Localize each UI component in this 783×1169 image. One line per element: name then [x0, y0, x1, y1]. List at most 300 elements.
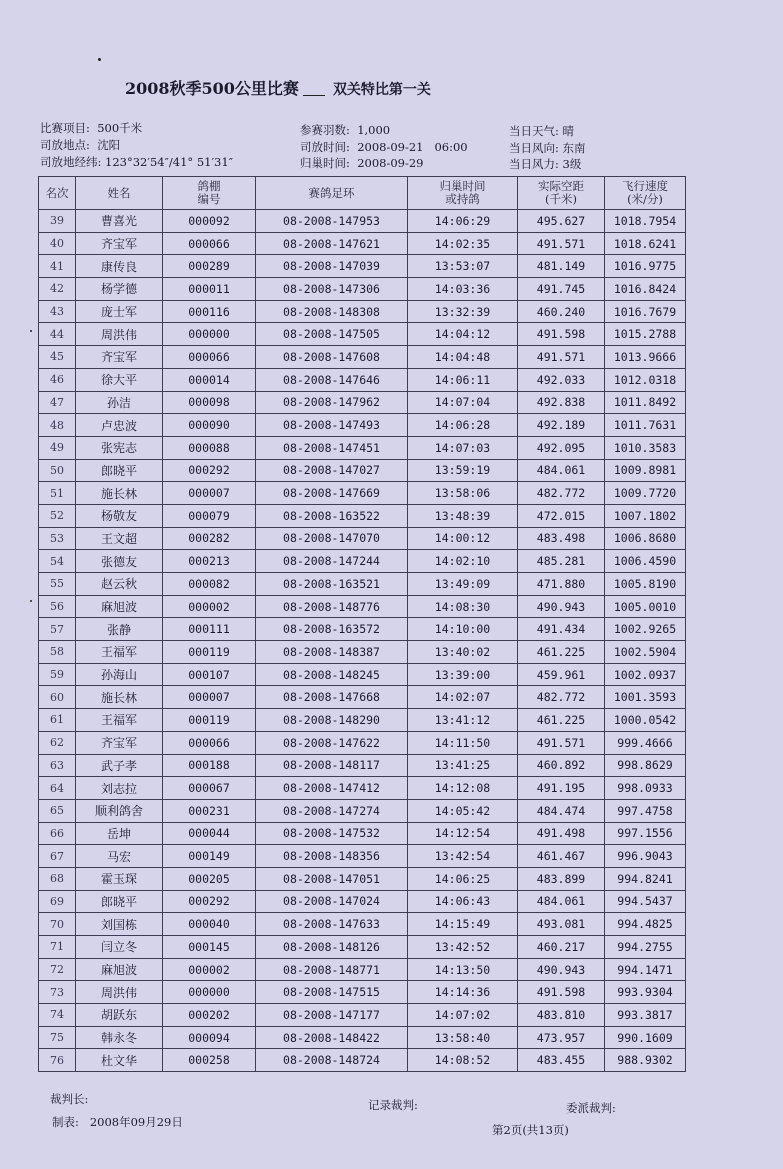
cell-ring: 08-2008-147668	[256, 686, 408, 709]
cell-ring: 08-2008-148356	[256, 845, 408, 868]
cell-arrival: 14:05:42	[408, 799, 518, 822]
cell-ring: 08-2008-147306	[256, 278, 408, 301]
cell-name: 王文超	[76, 527, 163, 550]
table-row	[39, 527, 686, 550]
cell-distance: 492.095	[518, 436, 605, 459]
cell-rank: 63	[39, 754, 76, 777]
title-sub: 双关特比第一关	[332, 82, 431, 98]
cell-rank: 44	[39, 323, 76, 346]
scan-speck	[98, 58, 101, 61]
cell-ring: 08-2008-148771	[256, 958, 408, 981]
cell-loft-id: 000002	[163, 595, 256, 618]
cell-name: 周洪伟	[76, 981, 163, 1004]
table-row	[39, 618, 686, 641]
cell-ring: 08-2008-148776	[256, 595, 408, 618]
cell-rank: 61	[39, 709, 76, 732]
header-arrival: 归巢时间 或持鸽	[408, 177, 518, 210]
cell-loft-id: 000289	[163, 255, 256, 278]
cell-arrival: 13:42:54	[408, 845, 518, 868]
info-wind-force	[509, 156, 581, 172]
cell-loft-id: 000011	[163, 278, 256, 301]
cell-speed: 1011.8492	[605, 391, 686, 414]
cell-rank: 74	[39, 1004, 76, 1027]
cell-ring: 08-2008-147532	[256, 822, 408, 845]
table-row	[39, 255, 686, 278]
table-row	[39, 550, 686, 573]
cell-name: 卢忠波	[76, 414, 163, 437]
cell-ring: 08-2008-147244	[256, 550, 408, 573]
info-coord	[40, 154, 233, 170]
coord-value: 123°32′54″/41° 51′31″	[105, 155, 233, 169]
cell-loft-id: 000202	[163, 1004, 256, 1027]
title-main: 2008秋季500公里比赛	[125, 79, 299, 98]
cell-name: 王福军	[76, 641, 163, 664]
cell-arrival: 13:49:09	[408, 573, 518, 596]
cell-speed: 1009.8981	[605, 459, 686, 482]
cell-speed: 993.9304	[605, 981, 686, 1004]
cell-name: 胡跃东	[76, 1004, 163, 1027]
results-table	[38, 176, 686, 1072]
cell-rank: 43	[39, 300, 76, 323]
table-row	[39, 1049, 686, 1072]
cell-speed: 1005.0010	[605, 595, 686, 618]
cell-distance: 471.880	[518, 573, 605, 596]
cell-loft-id: 000116	[163, 300, 256, 323]
cell-speed: 1010.3583	[605, 436, 686, 459]
cell-speed: 1016.7679	[605, 300, 686, 323]
cell-arrival: 14:07:04	[408, 391, 518, 414]
cell-name: 孙海山	[76, 663, 163, 686]
cell-rank: 60	[39, 686, 76, 709]
chief-judge: 裁判长:	[50, 1092, 89, 1106]
cell-rank: 58	[39, 641, 76, 664]
return-value: 2008-09-29	[357, 156, 424, 170]
table-row	[39, 459, 686, 482]
cell-arrival: 14:08:52	[408, 1049, 518, 1072]
page-title	[125, 76, 431, 99]
place-value: 沈阳	[97, 138, 121, 152]
cell-ring: 08-2008-147515	[256, 981, 408, 1004]
header-name: 姓名	[76, 177, 163, 210]
table-row	[39, 936, 686, 959]
cell-loft-id: 000000	[163, 981, 256, 1004]
cell-ring: 08-2008-147493	[256, 414, 408, 437]
cell-loft-id: 000082	[163, 573, 256, 596]
release-value: 2008-09-21 06:00	[357, 140, 468, 154]
cell-rank: 69	[39, 890, 76, 913]
cell-loft-id: 000066	[163, 346, 256, 369]
cell-rank: 41	[39, 255, 76, 278]
cell-distance: 460.892	[518, 754, 605, 777]
cell-distance: 484.061	[518, 459, 605, 482]
cell-rank: 54	[39, 550, 76, 573]
info-release	[300, 139, 468, 155]
cell-arrival: 14:04:12	[408, 323, 518, 346]
cell-loft-id: 000149	[163, 845, 256, 868]
table-row	[39, 504, 686, 527]
cell-distance: 473.957	[518, 1026, 605, 1049]
cell-distance: 495.627	[518, 210, 605, 233]
cell-speed: 1002.0937	[605, 663, 686, 686]
cell-name: 齐宝军	[76, 731, 163, 754]
cell-ring: 08-2008-147024	[256, 890, 408, 913]
cell-ring: 08-2008-147622	[256, 731, 408, 754]
count-value: 1,000	[357, 123, 391, 137]
cell-speed: 994.4825	[605, 913, 686, 936]
cell-speed: 994.8241	[605, 867, 686, 890]
header-loft-id: 鸽棚 编号	[163, 177, 256, 210]
info-wind-dir	[509, 140, 586, 156]
info-place	[40, 137, 120, 153]
cell-loft-id: 000111	[163, 618, 256, 641]
cell-rank: 67	[39, 845, 76, 868]
cell-speed: 1001.3593	[605, 686, 686, 709]
cell-speed: 1018.7954	[605, 210, 686, 233]
cell-name: 施长林	[76, 686, 163, 709]
cell-arrival: 13:48:39	[408, 504, 518, 527]
cell-ring: 08-2008-147505	[256, 323, 408, 346]
cell-rank: 62	[39, 731, 76, 754]
cell-loft-id: 000188	[163, 754, 256, 777]
info-return	[300, 155, 424, 171]
table-row	[39, 867, 686, 890]
cell-loft-id: 000007	[163, 482, 256, 505]
cell-loft-id: 000014	[163, 368, 256, 391]
cell-arrival: 14:00:12	[408, 527, 518, 550]
cell-rank: 75	[39, 1026, 76, 1049]
table-row	[39, 1004, 686, 1027]
cell-arrival: 14:02:10	[408, 550, 518, 573]
wind-force-label: 当日风力:	[509, 157, 559, 171]
scan-speck	[30, 600, 32, 602]
results-body	[39, 210, 686, 1072]
cell-name: 孙洁	[76, 391, 163, 414]
cell-rank: 66	[39, 822, 76, 845]
table-row	[39, 1026, 686, 1049]
cell-distance: 482.772	[518, 482, 605, 505]
cell-arrival: 14:14:36	[408, 981, 518, 1004]
cell-rank: 65	[39, 799, 76, 822]
cell-ring: 08-2008-163572	[256, 618, 408, 641]
cell-name: 齐宝军	[76, 232, 163, 255]
cell-ring: 08-2008-148290	[256, 709, 408, 732]
scan-speck	[30, 330, 32, 332]
cell-loft-id: 000119	[163, 641, 256, 664]
cell-distance: 485.281	[518, 550, 605, 573]
cell-speed: 994.1471	[605, 958, 686, 981]
cell-distance: 493.081	[518, 913, 605, 936]
cell-arrival: 13:41:12	[408, 709, 518, 732]
cell-loft-id: 000092	[163, 210, 256, 233]
cell-distance: 481.149	[518, 255, 605, 278]
cell-loft-id: 000088	[163, 436, 256, 459]
cell-ring: 08-2008-147451	[256, 436, 408, 459]
cell-loft-id: 000066	[163, 731, 256, 754]
cell-loft-id: 000002	[163, 958, 256, 981]
table-row	[39, 822, 686, 845]
cell-speed: 1011.7631	[605, 414, 686, 437]
table-row	[39, 232, 686, 255]
weather-value: 晴	[562, 124, 575, 138]
header-row	[39, 177, 686, 210]
cell-arrival: 13:32:39	[408, 300, 518, 323]
cell-arrival: 13:39:00	[408, 663, 518, 686]
event-label: 比赛项目:	[40, 121, 90, 135]
assign-judge: 委派裁判:	[566, 1101, 616, 1115]
cell-speed: 996.9043	[605, 845, 686, 868]
cell-ring: 08-2008-147051	[256, 867, 408, 890]
cell-ring: 08-2008-147669	[256, 482, 408, 505]
cell-ring: 08-2008-163522	[256, 504, 408, 527]
cell-arrival: 14:02:35	[408, 232, 518, 255]
cell-distance: 483.455	[518, 1049, 605, 1072]
wind-dir-value: 东南	[562, 141, 586, 155]
cell-speed: 1005.8190	[605, 573, 686, 596]
cell-ring: 08-2008-147412	[256, 777, 408, 800]
header-speed: 飞行速度 (米/分)	[605, 177, 686, 210]
cell-rank: 57	[39, 618, 76, 641]
cell-distance: 482.772	[518, 686, 605, 709]
table-row	[39, 278, 686, 301]
cell-arrival: 14:04:48	[408, 346, 518, 369]
cell-ring: 08-2008-147027	[256, 459, 408, 482]
cell-rank: 45	[39, 346, 76, 369]
count-label: 参赛羽数:	[300, 123, 350, 137]
cell-speed: 993.3817	[605, 1004, 686, 1027]
cell-rank: 70	[39, 913, 76, 936]
cell-name: 周洪伟	[76, 323, 163, 346]
cell-name: 闫立冬	[76, 936, 163, 959]
cell-distance: 491.598	[518, 323, 605, 346]
cell-ring: 08-2008-147177	[256, 1004, 408, 1027]
cell-speed: 1002.9265	[605, 618, 686, 641]
info-count	[300, 122, 390, 138]
cell-name: 刘志拉	[76, 777, 163, 800]
cell-arrival: 14:02:07	[408, 686, 518, 709]
cell-ring: 08-2008-147070	[256, 527, 408, 550]
cell-loft-id: 000000	[163, 323, 256, 346]
cell-loft-id: 000007	[163, 686, 256, 709]
cell-name: 张静	[76, 618, 163, 641]
table-row	[39, 482, 686, 505]
cell-loft-id: 000090	[163, 414, 256, 437]
table-row	[39, 641, 686, 664]
cell-loft-id: 000292	[163, 890, 256, 913]
cell-distance: 472.015	[518, 504, 605, 527]
cell-ring: 08-2008-147039	[256, 255, 408, 278]
cell-arrival: 13:53:07	[408, 255, 518, 278]
table-row	[39, 346, 686, 369]
cell-loft-id: 000066	[163, 232, 256, 255]
cell-arrival: 13:40:02	[408, 641, 518, 664]
cell-distance: 491.571	[518, 731, 605, 754]
made-by	[52, 1114, 183, 1130]
cell-rank: 72	[39, 958, 76, 981]
table-row	[39, 958, 686, 981]
cell-ring: 08-2008-148422	[256, 1026, 408, 1049]
cell-ring: 08-2008-147621	[256, 232, 408, 255]
cell-ring: 08-2008-163521	[256, 573, 408, 596]
cell-speed: 1006.8680	[605, 527, 686, 550]
cell-name: 韩永冬	[76, 1026, 163, 1049]
cell-name: 杜文华	[76, 1049, 163, 1072]
cell-name: 岳坤	[76, 822, 163, 845]
cell-arrival: 14:12:08	[408, 777, 518, 800]
cell-speed: 1012.0318	[605, 368, 686, 391]
cell-loft-id: 000079	[163, 504, 256, 527]
cell-rank: 48	[39, 414, 76, 437]
cell-name: 施长林	[76, 482, 163, 505]
table-row	[39, 368, 686, 391]
place-label: 司放地点:	[40, 138, 90, 152]
cell-speed: 999.4666	[605, 731, 686, 754]
cell-rank: 64	[39, 777, 76, 800]
cell-arrival: 14:10:00	[408, 618, 518, 641]
table-row	[39, 686, 686, 709]
table-row	[39, 414, 686, 437]
cell-name: 麻旭波	[76, 958, 163, 981]
cell-speed: 1007.1802	[605, 504, 686, 527]
cell-ring: 08-2008-148724	[256, 1049, 408, 1072]
cell-distance: 492.033	[518, 368, 605, 391]
wind-force-value: 3级	[562, 157, 582, 171]
cell-rank: 51	[39, 482, 76, 505]
table-row	[39, 754, 686, 777]
info-weather	[509, 123, 574, 139]
cell-arrival: 14:13:50	[408, 958, 518, 981]
table-row	[39, 323, 686, 346]
cell-name: 杨学德	[76, 278, 163, 301]
table-row	[39, 890, 686, 913]
cell-distance: 461.467	[518, 845, 605, 868]
cell-loft-id: 000258	[163, 1049, 256, 1072]
cell-rank: 52	[39, 504, 76, 527]
cell-arrival: 14:06:43	[408, 890, 518, 913]
cell-loft-id: 000098	[163, 391, 256, 414]
cell-ring: 08-2008-147646	[256, 368, 408, 391]
cell-speed: 998.0933	[605, 777, 686, 800]
cell-speed: 994.2755	[605, 936, 686, 959]
cell-name: 马宏	[76, 845, 163, 868]
cell-loft-id: 000119	[163, 709, 256, 732]
cell-distance: 492.838	[518, 391, 605, 414]
cell-rank: 47	[39, 391, 76, 414]
cell-loft-id: 000231	[163, 799, 256, 822]
cell-distance: 460.240	[518, 300, 605, 323]
cell-rank: 50	[39, 459, 76, 482]
cell-arrival: 14:07:02	[408, 1004, 518, 1027]
cell-distance: 491.571	[518, 346, 605, 369]
cell-arrival: 13:59:19	[408, 459, 518, 482]
cell-distance: 491.434	[518, 618, 605, 641]
cell-name: 麻旭波	[76, 595, 163, 618]
title-underline	[303, 95, 325, 96]
cell-speed: 988.9302	[605, 1049, 686, 1072]
cell-speed: 1015.2788	[605, 323, 686, 346]
cell-name: 庞士军	[76, 300, 163, 323]
cell-speed: 994.5437	[605, 890, 686, 913]
cell-speed: 990.1609	[605, 1026, 686, 1049]
cell-speed: 1013.9666	[605, 346, 686, 369]
coord-label: 司放地经纬:	[40, 155, 102, 169]
cell-loft-id: 000067	[163, 777, 256, 800]
cell-rank: 68	[39, 867, 76, 890]
cell-arrival: 14:06:28	[408, 414, 518, 437]
cell-arrival: 14:15:49	[408, 913, 518, 936]
cell-arrival: 13:41:25	[408, 754, 518, 777]
made-label: 制表:	[52, 1115, 83, 1129]
table-row	[39, 913, 686, 936]
cell-rank: 49	[39, 436, 76, 459]
cell-rank: 40	[39, 232, 76, 255]
table-row	[39, 595, 686, 618]
info-event	[40, 120, 142, 136]
cell-speed: 1016.8424	[605, 278, 686, 301]
cell-rank: 59	[39, 663, 76, 686]
cell-rank: 56	[39, 595, 76, 618]
table-row	[39, 300, 686, 323]
table-row	[39, 573, 686, 596]
page-number: 第2页(共13页)	[492, 1123, 569, 1137]
header-rank: 名次	[39, 177, 76, 210]
cell-speed: 1002.5904	[605, 641, 686, 664]
cell-rank: 53	[39, 527, 76, 550]
table-row	[39, 709, 686, 732]
record-judge: 记录裁判:	[368, 1098, 418, 1112]
cell-loft-id: 000094	[163, 1026, 256, 1049]
cell-arrival: 13:58:40	[408, 1026, 518, 1049]
cell-name: 刘国栋	[76, 913, 163, 936]
cell-distance: 490.943	[518, 595, 605, 618]
cell-distance: 491.498	[518, 822, 605, 845]
table-row	[39, 799, 686, 822]
cell-name: 武子孝	[76, 754, 163, 777]
cell-rank: 73	[39, 981, 76, 1004]
cell-ring: 08-2008-148117	[256, 754, 408, 777]
cell-loft-id: 000145	[163, 936, 256, 959]
wind-dir-label: 当日风向:	[509, 141, 559, 155]
cell-distance: 491.598	[518, 981, 605, 1004]
cell-ring: 08-2008-148126	[256, 936, 408, 959]
cell-distance: 491.745	[518, 278, 605, 301]
table-row	[39, 777, 686, 800]
weather-label: 当日天气:	[509, 124, 559, 138]
cell-arrival: 14:11:50	[408, 731, 518, 754]
cell-loft-id: 000213	[163, 550, 256, 573]
cell-loft-id: 000282	[163, 527, 256, 550]
cell-loft-id: 000205	[163, 867, 256, 890]
table-row	[39, 731, 686, 754]
cell-name: 杨敬友	[76, 504, 163, 527]
cell-name: 霍玉琛	[76, 867, 163, 890]
table-row	[39, 663, 686, 686]
cell-rank: 42	[39, 278, 76, 301]
cell-speed: 1000.0542	[605, 709, 686, 732]
cell-ring: 08-2008-147608	[256, 346, 408, 369]
release-label: 司放时间:	[300, 140, 350, 154]
cell-arrival: 14:06:25	[408, 867, 518, 890]
cell-distance: 483.498	[518, 527, 605, 550]
cell-distance: 460.217	[518, 936, 605, 959]
cell-distance: 461.225	[518, 641, 605, 664]
cell-rank: 76	[39, 1049, 76, 1072]
cell-loft-id: 000292	[163, 459, 256, 482]
cell-distance: 491.571	[518, 232, 605, 255]
header-distance: 实际空距 (千米)	[518, 177, 605, 210]
cell-speed: 997.4758	[605, 799, 686, 822]
cell-ring: 08-2008-148245	[256, 663, 408, 686]
made-date: 2008年09月29日	[89, 1115, 183, 1129]
